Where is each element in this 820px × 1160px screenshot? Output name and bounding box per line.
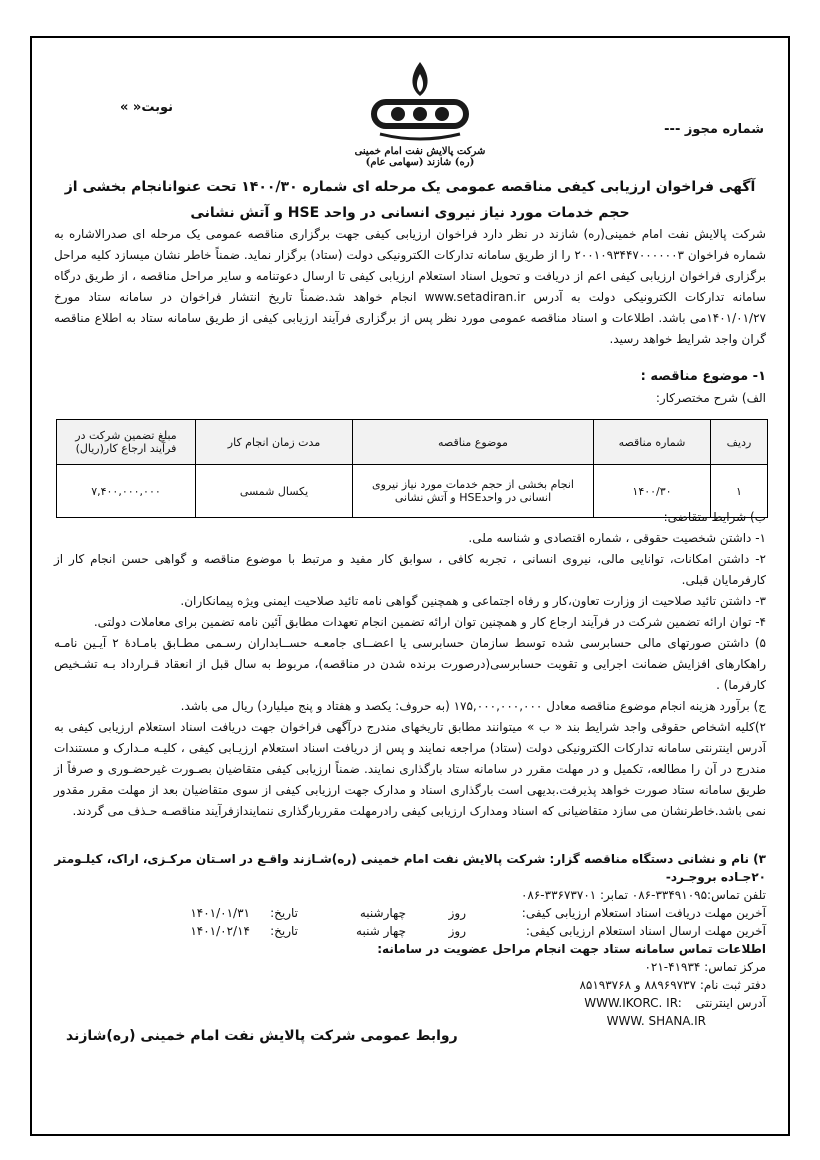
organizer-address: ۳) نام و نشانی دستگاه مناقصه گزار: شرکت پالایش نفت امام خمینی (ره)شـازند واقـع در اسـتان مرکـزی، اراک، کیلـومتر ۲۰جـاده بروجـرد- [54,852,766,884]
col-subject: موضوع مناقصه [353,420,594,465]
deadline-submit-day: چهار شنبه [356,924,406,938]
refinery-flame-icon [360,56,480,144]
deadline-submit-date-label: تاریخ: [270,924,298,938]
setad-heading: اطلاعات تماس سامانه ستاد جهت انجام مراحل عضویت در سامانه: [377,942,766,956]
condition-item: ۵) داشتن صورتهای مالی حسابرسی شده توسط سازمان حسابرسی یا اعضــای جامعـه حســابداران رسـمی مطـابق بامـادهٔ ۲ آیـین نامـه راهکارهای افزایش ضمانت اجرایی و تقویت حسابرسی(درصورت برنده شدن در مناقصه)، مربوط به سال قبل از انعقاد قـرارداد بـه تشـخیص کارفرما) . [54,636,766,692]
document-page [30,36,790,1136]
tender-table [56,419,768,518]
deadline-receive-date: ۱۴۰۱/۰۱/۳۱ [190,906,250,920]
col-row: ردیف [711,420,768,465]
deadline-receive-day-label: روز [448,906,466,920]
col-guarantee: مبلغ تضمین شرکت در فرآیند ارجاع کار(ریال) [57,420,196,465]
organizer-phone: تلفن تماس:۳۳۴۹۱۰۹۵-۰۸۶ تمابر: ۳۳۶۷۳۷۰۱-۰۸۶ [520,888,766,902]
deadline-receive-day: چهارشنبه [359,906,406,920]
conditions-block [54,507,766,822]
header [32,38,788,188]
condition-item: ۱- داشتن شخصیت حقوقی ، شماره اقتصادی و شناسه ملی. [468,531,766,545]
company-logo [350,56,490,176]
turn-label: نوبت« » [120,100,173,115]
deadline-receive-label: آخرین مهلت دریافت اسناد استعلام ارزیابی کیفی: [521,906,766,920]
condition-item: ۳- داشتن تائید صلاحیت از وزارت تعاون،کار و رفاه اجتماعی و همچنین گواهی نامه تائید صلاحیت ایمنی ویژه پیمانکاران. [180,594,766,608]
section1-heading: ۱- موضوع مناقصه : [640,369,766,384]
intro-paragraph: شرکت پالایش نفت امام خمینی(ره) شازند در نظر دارد فراخوان ارزیابی کیفی جهت برگزاری مناقصه عمومی یک مرحله ای صدرالاشاره به شماره فراخوان ۲۰۰۱۰۹۳۴۴۷۰۰۰۰۰۰۳ را از طریق سامانه تدارکات الکترونیکی دولت (ستاد) برگزار نماید. ضمناً خاطر نشان میسازد کلیه مراحل برگزاری فراخوان ارزیابی کیفی اعم از دریافت و تحویل اسناد استعلام ارزیابی کیفی تا ارسال دعوتنامه و سایر مراحل مناقصه ، از طریق درگاه سامانه تدارکات الکترونیکی دولت به آدرس www.setadiran.ir انجام خواهد شد.ضمناً تاریخ انتشار فراخوان در سامانه ستاد مورخ ۱۴۰۱/۰۱/۲۷می باشد. اطلاعات و اسناد مناقصه عمومی مورد نظر پس از برگزاری فرآیند ارزیابی کیفی از طریق سامانه ستاد به اطلاع مناقصه گران واجد شرایط خواهد رسید. [54,227,766,346]
cell-duration: یکسال شمسی [196,465,353,518]
web-link-ikorc[interactable]: WWW.IKORC. IR: [584,996,682,1010]
conditions-heading: ب) شرایط متقاضی: [663,510,766,524]
cell-guarantee: ۷,۴۰۰,۰۰۰,۰۰۰ [57,465,196,518]
participation-paragraph: ۲)کلیه اشخاص حقوقی واجد شرایط بند « ب » میتوانند مطابق تاریخهای مندرج درآگهی فراخوان جهت دریافت اسناد استعلام ارزیابی کیفی به آدرس اینترنتی سامانه تدارکات الکترونیکی دولت (ستاد) مراجعه نمایند و پس از دریافت اسناد استعلام ارزیـابی کیفی ، کلیـه مـدارک و مستندات مندرج در آن را مطالعه، تکمیل و در مهلت مقرر در سامانه ستاد بارگذاری نمایند. ضمناً ارزیابی کیفی متقاضیان بصـورت غیرحضـوری و صرفاً از طریق سامانه ستاد صورت خواهد پذیرفت.بدیهی است بارگذاری اسناد و مدارک جهت ارزیابی کیفی از سوی متقاضیان بعد از مهلت مقرر مقدور نمی باشد.خاطرنشان می سازد متقاضیانی که اسناد ومدارک ارزیابی کیفی رادرمهلت مقرربارگذاری ننمایندازفرآیند مناقصـه حـذف می گردند. [54,720,766,818]
condition-item: ۲- داشتن امکانات، توانایی مالی، نیروی انسانی ، تجربه کافی ، سوابق کار مفید و مرتبط با موضوع مناقصه و گواهی حسن انجام کار از کارفرمایان قبلی. [54,552,766,587]
notice-title: آگهی فراخوان ارزیابی کیفی مناقصه عمومی یک مرحله ای شماره ۱۴۰۰/۳۰ تحت عنوانانجام بخشی از حجم خدمات مورد نیاز نیروی انسانی در واحد HSE و آتش نشانی [64,179,756,221]
public-relations-signature: روابط عمومی شرکت پالایش نفت امام خمینی (ره)شازند [66,1028,458,1044]
web-row [266,994,766,1012]
deadline-submit-label: آخرین مهلت ارسال اسناد استعلام ارزیابی کیفی: [525,924,766,938]
organizer-block [54,850,766,940]
cell-row: ۱ [711,465,768,518]
cell-tender-number: ۱۴۰۰/۳۰ [594,465,711,518]
web-link-shana[interactable]: WWW. SHANA.IR [606,1014,706,1028]
estimate-line: ج) برآورد هزینه انجام موضوع مناقصه معادل ۱۷۵,۰۰۰,۰۰۰,۰۰۰ (به حروف: یکصد و هفتاد و پنج میلیارد) ریال می باشد. [180,699,766,713]
deadline-receive-date-label: تاریخ: [270,906,298,920]
cell-subject: انجام بخشی از حجم خدمات مورد نیاز نیروی انسانی در واحدHSE و آتش نشانی [353,465,594,518]
table-header-row [57,420,768,465]
section1-subheading: الف) شرح مختصرکار: [655,391,766,405]
deadline-receive-row [54,904,766,922]
col-duration: مدت زمان انجام کار [196,420,353,465]
permit-number: شماره مجوز --- [664,122,764,137]
setad-contact-block [266,940,766,1030]
web-label: آدرس اینترنتی [695,996,766,1010]
logo-caption: شرکت پالایش نفت امام خمینی (ره) شازند (سهامی عام) [354,146,486,168]
deadline-submit-row [54,922,766,940]
center-contact: مرکز تماس: ۴۱۹۳۴-۰۲۱ [644,960,766,974]
col-tender-number: شماره مناقصه [594,420,711,465]
condition-item: ۴- توان ارائه تضمین شرکت در فرآیند ارجاع کار و همچنین توان ارائه تضمین انجام تعهدات مطابق آئین نامه تضمین برای معاملات دولتی. [93,615,766,629]
deadline-submit-date: ۱۴۰۱/۰۲/۱۴ [190,924,250,938]
registration-office: دفتر ثبت نام: ۸۸۹۶۹۷۳۷ و ۸۵۱۹۳۷۶۸ [579,978,766,992]
deadline-submit-day-label: روز [448,924,466,938]
